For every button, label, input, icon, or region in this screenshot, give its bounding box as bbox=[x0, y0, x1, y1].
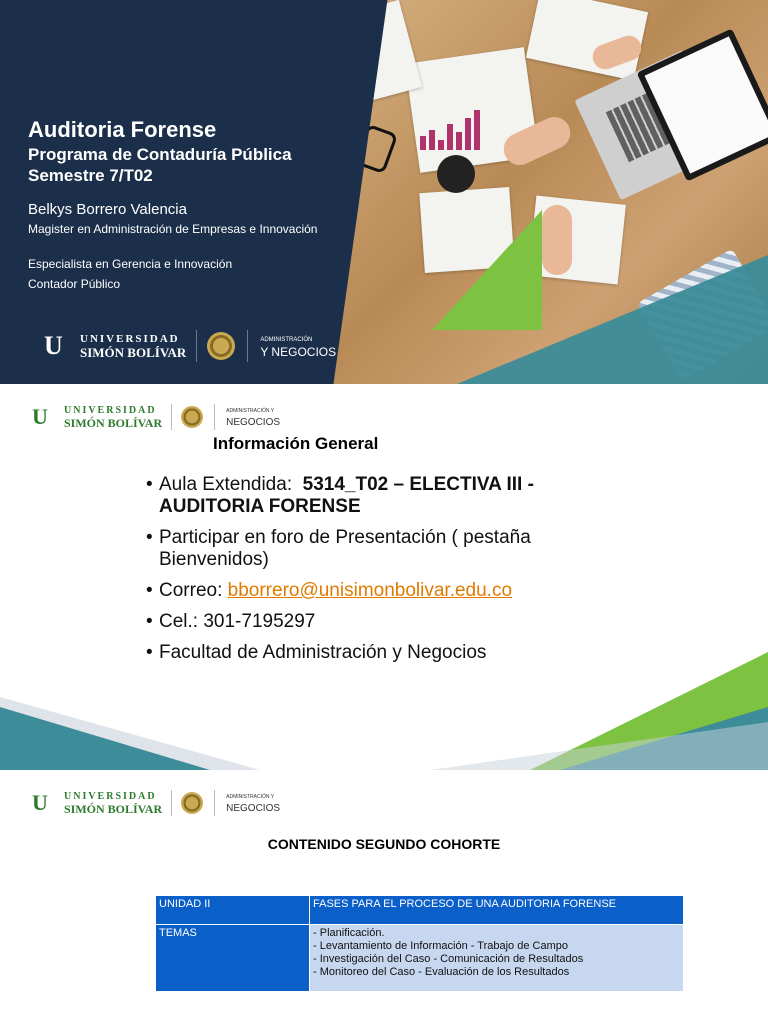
general-info-slide bbox=[0, 384, 768, 770]
list-item-foro: • Participar en foro de Presentación ( pestaña Bienvenidos) bbox=[146, 527, 606, 571]
logo-faculty-bottom: Y NEGOCIOS bbox=[260, 345, 337, 359]
university-seal-icon bbox=[181, 792, 203, 814]
university-emblem-icon: U bbox=[32, 790, 48, 815]
list-item-correo: • Correo: bborrero@unisimonbolivar.edu.co bbox=[146, 580, 606, 602]
unidad-label-cell: UNIDAD II bbox=[156, 896, 310, 925]
university-seal-icon bbox=[181, 406, 203, 428]
university-logo bbox=[44, 330, 336, 362]
table-row bbox=[156, 925, 684, 992]
list-item: - Levantamiento de Información - Trabajo de Campo bbox=[313, 940, 680, 953]
logo-name-text: SIMÓN BOLÍVAR bbox=[64, 416, 163, 430]
university-logo bbox=[32, 790, 280, 816]
university-emblem-icon: U bbox=[44, 331, 63, 360]
logo-university-text: UNIVERSIDAD bbox=[64, 405, 157, 416]
semester-subtitle: Semestre 7/T02 bbox=[28, 166, 153, 185]
title-slide bbox=[0, 0, 768, 384]
credential-specialist: Especialista en Gerencia e Innovación bbox=[28, 257, 233, 271]
logo-name-text: SIMÓN BOLÍVAR bbox=[80, 345, 187, 360]
credential-accountant: Contador Público bbox=[28, 277, 121, 291]
logo-university-text: UNIVERSIDAD bbox=[80, 333, 180, 345]
program-subtitle: Programa de Contaduría Pública bbox=[28, 145, 292, 164]
section-heading: Información General bbox=[213, 434, 379, 453]
temas-value-cell bbox=[310, 925, 684, 992]
logo-name-text: SIMÓN BOLÍVAR bbox=[64, 802, 163, 816]
content-table bbox=[155, 895, 684, 992]
logo-faculty-top: ADMINISTRACIÓN bbox=[260, 337, 313, 343]
table-row bbox=[156, 896, 684, 925]
logo-faculty-bottom: NEGOCIOS bbox=[226, 803, 281, 814]
list-item: - Monitoreo del Caso - Evaluación de los Resultados bbox=[313, 966, 680, 979]
logo-faculty-bottom: NEGOCIOS bbox=[226, 417, 281, 428]
credential-masters: Magister en Administración de Empresas e Innovación bbox=[28, 222, 318, 236]
info-list bbox=[146, 474, 606, 673]
logo-faculty-top: ADMINISTRACIÓN Y bbox=[226, 794, 275, 800]
list-item-aula: • Aula Extendida: 5314_T02 – ELECTIVA III - AUDITORIA FORENSE bbox=[146, 474, 606, 518]
list-item: - Planificación. bbox=[313, 927, 680, 940]
list-item-facultad: • Facultad de Administración y Negocios bbox=[146, 642, 606, 664]
list-item-cel: • Cel.: 301-7195297 bbox=[146, 611, 606, 633]
list-item: - Investigación del Caso - Comunicación de Resultados bbox=[313, 953, 680, 966]
author-name: Belkys Borrero Valencia bbox=[28, 201, 187, 218]
logo-university-text: UNIVERSIDAD bbox=[64, 791, 157, 802]
temas-list bbox=[313, 927, 680, 979]
university-seal-icon bbox=[207, 332, 235, 360]
university-logo bbox=[32, 404, 280, 430]
university-emblem-icon: U bbox=[32, 404, 48, 429]
content-slide bbox=[0, 770, 768, 1024]
aula-value: 5314_T02 – ELECTIVA III - AUDITORIA FORENSE bbox=[159, 474, 534, 517]
presentation-title: Auditoria Forense bbox=[28, 117, 217, 142]
unidad-value-cell: FASES PARA EL PROCESO DE UNA AUDITORIA FORENSE bbox=[310, 896, 684, 925]
logo-faculty-top: ADMINISTRACIÓN Y bbox=[226, 408, 275, 414]
decorative-shapes bbox=[0, 652, 768, 770]
email-link[interactable]: bborrero@unisimonbolivar.edu.co bbox=[227, 580, 513, 601]
cohort-heading: CONTENIDO SEGUNDO COHORTE bbox=[267, 836, 501, 852]
temas-label-cell: TEMAS bbox=[156, 925, 310, 992]
